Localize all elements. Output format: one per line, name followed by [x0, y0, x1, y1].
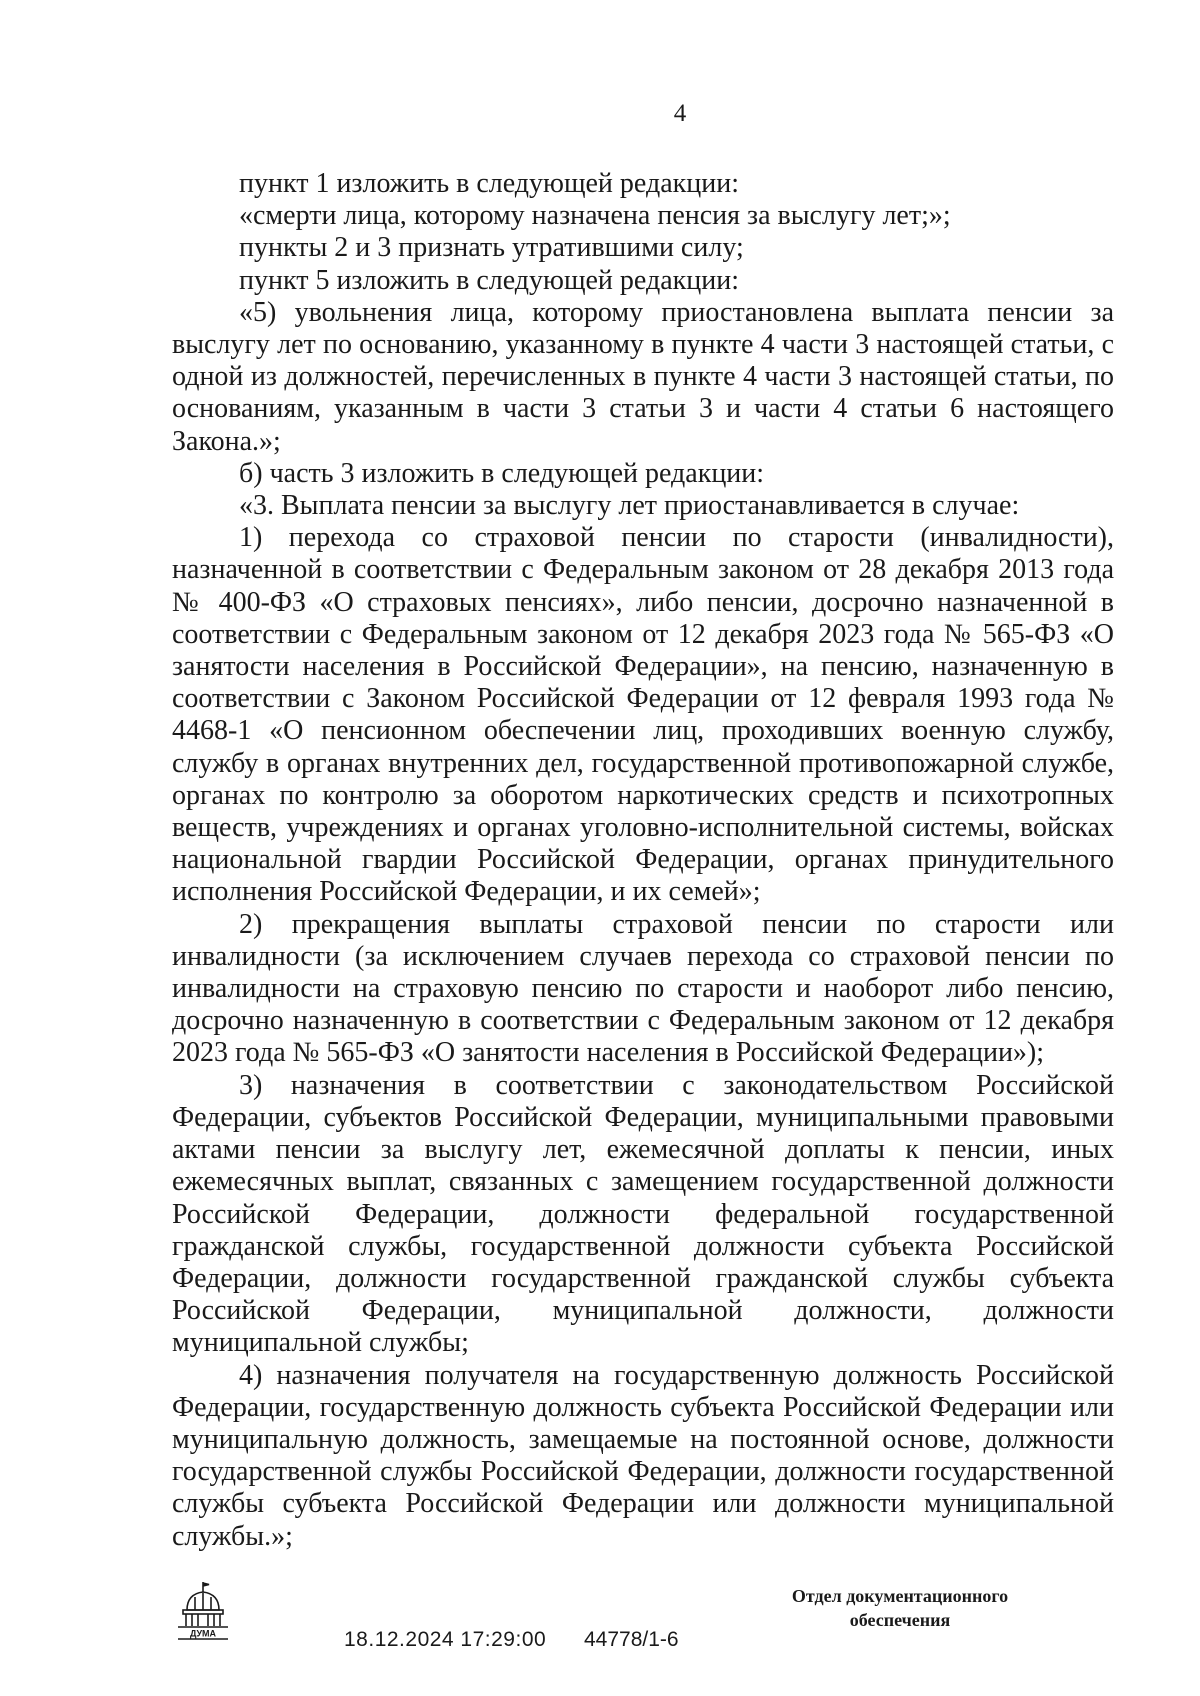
footer-doc-code: 44778/1-6: [584, 1628, 679, 1651]
footer-datetime: 18.12.2024 17:29:00: [344, 1628, 547, 1651]
page-footer: [0, 1580, 1200, 1670]
duma-logo: [176, 1580, 230, 1642]
department-line-1: Отдел документационного: [791, 1586, 1009, 1606]
paragraph-11: 4) назначения получателя на государственную должность Российской Федерации, государственную должность субъекта Российской Федерации или муниципальную должность, замещаемые на постоянной основе, должности государственной службы Российской Федерации, должности государственной службы субъекта Российской Федерации или должности муниципальной службы.»;: [172, 1359, 1114, 1552]
paragraph-5: «5) увольнения лица, которому приостановлена выплата пенсии за выслугу лет по основанию, указанному в пункте 4 части 3 настоящей статьи, с одной из должностей, перечисленных в пункте 4 части 3 настоящей статьи, по основаниям, указанным в части 3 статьи 3 и части 4 статьи 6 настоящего Закона.»;: [172, 296, 1114, 457]
paragraph-3: пункты 2 и 3 признать утратившими силу;: [239, 232, 744, 264]
paragraph-8: 1) перехода со страховой пенсии по старости (инвалидности), назначенной в соответствии с Федеральным законом от 28 декабря 2013 года № 400-ФЗ «О страховых пенсиях», либо пенсии, досрочно назначенной в соответствии с Федеральным законом от 12 декабря 2023 года № 565-ФЗ «О занятости населения в Российской Федерации», на пенсию, назначенную в соответствии с Законом Российской Федерации от 12 февраля 1993 года № 4468-1 «О пенсионном обеспечении лиц, проходивших военную службу, службу в органах внутренних дел, государственной противопожарной службе, органах по контролю за оборотом наркотических средств и психотропных веществ, учреждениях и органах уголовно-исполнительной системы, войсках национальной гвардии Российской Федерации, органах принудительного исполнения Российской Федерации, и их семей»;: [172, 522, 1114, 908]
paragraph-7: «3. Выплата пенсии за выслугу лет приостанавливается в случае:: [239, 490, 1020, 522]
footer-department: [760, 1584, 1040, 1632]
document-body: [172, 168, 1114, 1553]
paragraph-1: пункт 1 изложить в следующей редакции:: [239, 168, 739, 199]
page-number: 4: [673, 100, 687, 127]
department-line-2: обеспечения: [849, 1610, 951, 1630]
paragraph-4: пункт 5 изложить в следующей редакции:: [239, 264, 739, 296]
logo-text: ДУМА: [189, 1628, 217, 1639]
paragraph-2: «смерти лица, которому назначена пенсия за выслугу лет;»;: [239, 200, 951, 232]
paragraph-6: б) часть 3 изложить в следующей редакции:: [239, 457, 765, 489]
paragraph-9: 2) прекращения выплаты страховой пенсии по старости или инвалидности (за исключением случаев перехода со страховой пенсии по инвалидности на страховую пенсию по старости и наоборот либо пенсию, досрочно назначенную в соответствии с Федеральным законом от 12 декабря 2023 года № 565-ФЗ «О занятости населения в Российской Федерации»);: [172, 908, 1114, 1069]
paragraph-10: 3) назначения в соответствии с законодательством Российской Федерации, субъектов Российской Федерации, муниципальными правовыми актами пенсии за выслугу лет, ежемесячной доплаты к пенсии, иных ежемесячных выплат, связанных с замещением государственной должности Российской Федерации, должности федеральной государственной гражданской службы, государственной должности субъекта Российской Федерации, должности государственной гражданской службы субъекта Российской Федерации, муниципальной должности, должности муниципальной службы;: [172, 1069, 1114, 1359]
